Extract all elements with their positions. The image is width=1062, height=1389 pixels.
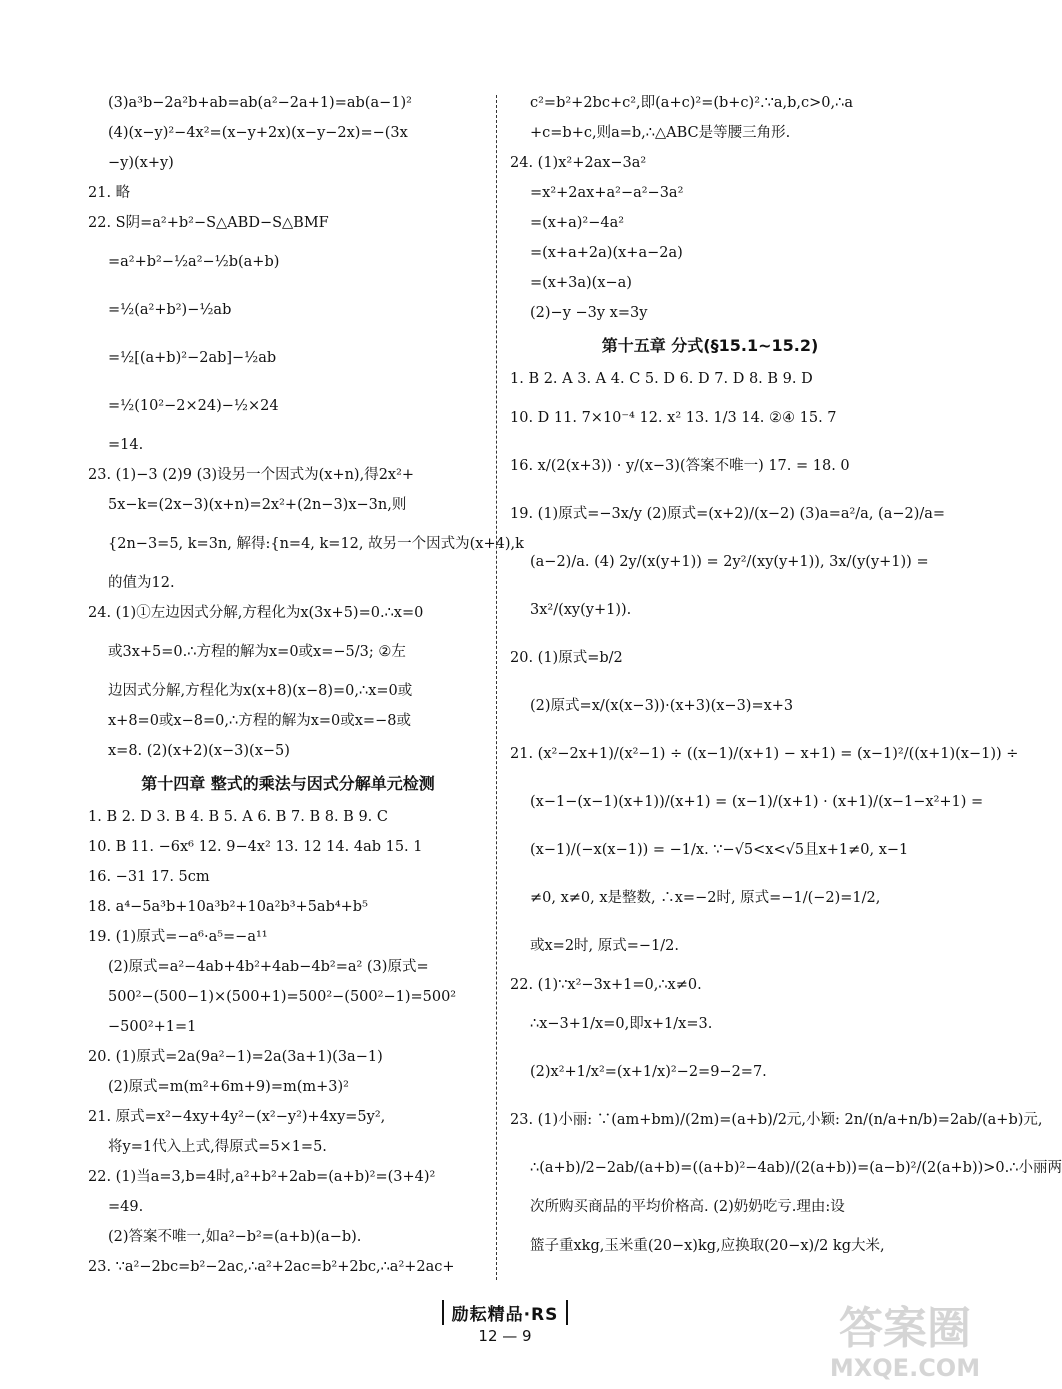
right-column-line: =(x+a)²−4a² xyxy=(530,215,625,231)
left-column-line: (2)答案不唯一,如a²−b²=(a+b)(a−b). xyxy=(108,1229,362,1245)
left-column-line: 23. (1)−3 (2)9 (3)设另一个因式为(x+n),得2x²+ xyxy=(88,467,415,483)
right-column-line: 3x²/(xy(y+1)). xyxy=(530,602,632,618)
right-column-line: =(x+a+2a)(x+a−2a) xyxy=(530,245,683,261)
left-column-line: 1. B 2. D 3. B 4. B 5. A 6. B 7. B 8. B 9. C xyxy=(88,809,388,825)
watermark-logo xyxy=(817,1288,992,1383)
watermark-bottom-text: MXQE.COM xyxy=(829,1354,981,1382)
page-footer xyxy=(410,1300,600,1345)
left-column-line: −y)(x+y) xyxy=(108,155,174,171)
left-column-line: 21. 原式=x²−4xy+4y²−(x²−y²)+4xy=5y², xyxy=(88,1109,386,1125)
right-column-line: 或x=2时, 原式=−1/2. xyxy=(530,938,680,954)
right-column-line: 第十五章 分式(§15.1~15.2) xyxy=(601,336,819,355)
right-column-line: +c=b+c,则a=b,∴△ABC是等腰三角形. xyxy=(530,125,791,141)
left-column-line: 5x−k=(2x−3)(x+n)=2x²+(2n−3)x−3n,则 xyxy=(108,497,407,513)
left-column-line: =½(a²+b²)−½ab xyxy=(108,302,232,318)
left-column-line: (3)a³b−2a²b+ab=ab(a²−2a+1)=ab(a−1)² xyxy=(108,95,412,111)
right-column-line: =(x+3a)(x−a) xyxy=(530,275,632,291)
brand-logo: 励耘精品·RS xyxy=(442,1300,569,1325)
right-column-line: 20. (1)原式=b/2 xyxy=(510,650,623,666)
right-column xyxy=(510,88,1062,1270)
right-column-line: ∴x−3+1/x=0,即x+1/x=3. xyxy=(530,1016,713,1032)
left-column-line: =½[(a+b)²−2ab]−½ab xyxy=(108,350,277,366)
right-column-line: (x−1−(x−1)(x+1))/(x+1) = (x−1)/(x+1) · (x+1)/(x−1−x²+1) = xyxy=(530,794,984,810)
left-column-line: x=8. (2)(x+2)(x−3)(x−5) xyxy=(108,743,290,759)
left-column-line: −500²+1=1 xyxy=(108,1019,197,1035)
right-column-line: 19. (1)原式=−3x/y (2)原式=(x+2)/(x−2) (3)a=a²/a, (a−2)/a= xyxy=(510,506,946,522)
left-column-line: (4)(x−y)²−4x²=(x−y+2x)(x−y−2x)=−(3x xyxy=(108,125,408,141)
left-column-line: 24. (1)①左边因式分解,方程化为x(3x+5)=0.∴x=0 xyxy=(88,605,424,621)
right-column-line: (x−1)/(−x(x−1)) = −1/x. ∵−√5<x<√5且x+1≠0, x−1 xyxy=(530,842,909,858)
left-column-line: 23. ∵a²−2bc=b²−2ac,∴a²+2ac=b²+2bc,∴a²+2ac+ xyxy=(88,1259,455,1275)
left-column-line: 22. (1)当a=3,b=4时,a²+b²+2ab=(a+b)²=(3+4)² xyxy=(88,1169,436,1185)
left-column-line: 500²−(500−1)×(500+1)=500²−(500²−1)=500² xyxy=(108,989,457,1005)
right-column-line: ≠0, x≠0, x是整数, ∴x=−2时, 原式=−1/(−2)=1/2, xyxy=(530,890,881,906)
left-column-line: 将y=1代入上式,得原式=5×1=5. xyxy=(108,1139,327,1155)
right-column-line: 22. (1)∵x²−3x+1=0,∴x≠0. xyxy=(510,977,702,993)
left-column-line: (2)原式=m(m²+6m+9)=m(m+3)² xyxy=(108,1079,349,1095)
left-column xyxy=(88,88,524,1282)
right-column-line: (2)原式=x/(x(x−3))·(x+3)(x−3)=x+3 xyxy=(530,698,794,714)
watermark-top-text: 答案圈 xyxy=(839,1303,971,1354)
right-column-line: 16. x/(2(x+3)) · y/(x−3)(答案不唯一) 17. = 18. 0 xyxy=(510,458,850,474)
left-column-line: {2n−3=5, k=3n, 解得:{n=4, k=12, 故另一个因式为(x+4),k xyxy=(108,536,524,552)
left-column-line: =14. xyxy=(108,437,144,453)
right-column-line: 1. B 2. A 3. A 4. C 5. D 6. D 7. D 8. B 9. D xyxy=(510,371,813,387)
right-column-line: c²=b²+2bc+c²,即(a+c)²=(b+c)².∵a,b,c>0,∴a xyxy=(530,95,853,111)
right-column-line: ∴(a+b)/2−2ab/(a+b)=((a+b)²−4ab)/(2(a+b))=(a−b)²/(2(a+b))>0.∴小丽两 xyxy=(530,1160,1062,1176)
right-column-line: 次所购买商品的平均价格高. (2)奶奶吃亏.理由:设 xyxy=(530,1199,845,1215)
left-column-line: 19. (1)原式=−a⁶·a⁵=−a¹¹ xyxy=(88,929,268,945)
right-column-line: 篮子重xkg,玉米重(20−x)kg,应换取(20−x)/2 kg大米, xyxy=(530,1238,885,1254)
right-column-line: 24. (1)x²+2ax−3a² xyxy=(510,155,647,171)
right-column-line: (2)x²+1/x²=(x+1/x)²−2=9−2=7. xyxy=(530,1064,767,1080)
right-column-line: (a−2)/a. (4) 2y/(x(y+1)) = 2y²/(xy(y+1)), 3x/(y(y+1)) = xyxy=(530,554,929,570)
right-column-line: 10. D 11. 7×10⁻⁴ 12. x² 13. 1/3 14. ②④ 15. 7 xyxy=(510,410,837,426)
left-column-line: =½(10²−2×24)−½×24 xyxy=(108,398,279,414)
left-column-line: 20. (1)原式=2a(9a²−1)=2a(3a+1)(3a−1) xyxy=(88,1049,383,1065)
page-number: 12 — 9 xyxy=(478,1327,532,1345)
left-column-line: 18. a⁴−5a³b+10a³b²+10a²b³+5ab⁴+b⁵ xyxy=(88,899,368,915)
left-column-line: (2)原式=a²−4ab+4b²+4ab−4b²=a² (3)原式= xyxy=(108,959,429,975)
left-column-line: 的值为12. xyxy=(108,575,175,591)
left-column-line: =a²+b²−½a²−½b(a+b) xyxy=(108,254,280,270)
left-column-line: x+8=0或x−8=0,∴方程的解为x=0或x=−8或 xyxy=(108,713,411,729)
left-column-line: 边因式分解,方程化为x(x+8)(x−8)=0,∴x=0或 xyxy=(108,683,413,699)
left-column-line: 21. 略 xyxy=(88,185,131,201)
column-divider xyxy=(496,95,497,1280)
left-column-line: 10. B 11. −6x⁶ 12. 9−4x² 13. 12 14. 4ab 15. 1 xyxy=(88,839,423,855)
left-column-line: 第十四章 整式的乘法与因式分解单元检测 xyxy=(141,774,435,793)
left-column-line: 22. S阴=a²+b²−S△ABD−S△BMF xyxy=(88,215,329,231)
right-column-line: =x²+2ax+a²−a²−3a² xyxy=(530,185,684,201)
right-column-line: 21. (x²−2x+1)/(x²−1) ÷ ((x−1)/(x+1) − x+1) = (x−1)²/((x+1)(x−1)) ÷ xyxy=(510,746,1019,762)
left-column-line: 16. −31 17. 5cm xyxy=(88,869,210,885)
right-column-line: (2)−y −3y x=3y xyxy=(530,305,648,321)
left-column-line: =49. xyxy=(108,1199,144,1215)
right-column-line: 23. (1)小丽: ∵(am+bm)/(2m)=(a+b)/2元,小颖: 2n/(n/a+n/b)=2ab/(a+b)元, xyxy=(510,1112,1043,1128)
left-column-line: 或3x+5=0.∴方程的解为x=0或x=−5/3; ②左 xyxy=(108,644,406,660)
